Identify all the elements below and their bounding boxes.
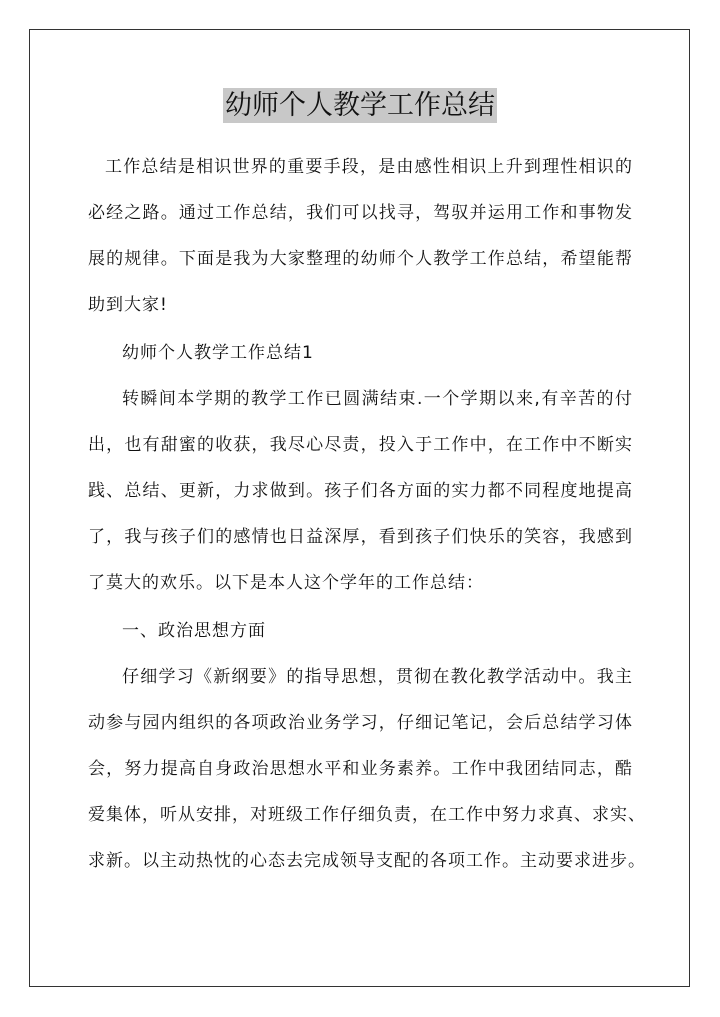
document-title: 幼师个人教学工作总结 [225,90,495,121]
paragraph [88,376,633,606]
text-line: 展的规律。下面是我为大家整理的幼师个人教学工作总结，希望能帮 [88,249,633,269]
text-line: 必经之路。通过工作总结，我们可以找寻，驾驭并运用工作和事物发 [88,203,633,223]
document-body [88,144,646,884]
title-container [0,88,720,123]
section-heading: 一、政治思想方面 [122,621,266,641]
intro-paragraph [88,144,633,328]
text-line: 践、总结、更新，力求做到。孩子们各方面的实力都不同程度地提高 [88,481,633,501]
text-line: 工作总结是相识世界的重要手段，是由感性相识上升到理性相识的 [105,157,633,177]
text-line: 爱集体，听从安排，对班级工作仔细负责，在工作中努力求真、求实、 [88,805,646,825]
text-line: 了莫大的欢乐。以下是本人这个学年的工作总结： [88,573,484,593]
text-line: 了，我与孩子们的感情也日益深厚，看到孩子们快乐的笑容，我感到 [88,527,633,547]
text-line: 助到大家! [88,295,168,315]
text-line: 仔细学习《新纲要》的指导思想，贯彻在教化教学活动中。我主 [122,667,633,687]
text-line: 求新。以主动热忱的心态去完成领导支配的各项工作。主动要求进步。 [88,851,646,871]
text-line: 动参与园内组织的各项政治业务学习，仔细记笔记，会后总结学习体 [88,713,633,733]
section-heading: 幼师个人教学工作总结1 [122,343,314,363]
text-line: 出，也有甜蜜的收获，我尽心尽责，投入于工作中，在工作中不断实 [88,435,633,455]
text-line: 转瞬间本学期的教学工作已圆满结束.一个学期以来,有辛苦的付 [122,389,633,409]
text-line: 会，努力提高自身政治思想水平和业务素养。工作中我团结同志，酷 [88,759,633,779]
paragraph [88,654,646,884]
